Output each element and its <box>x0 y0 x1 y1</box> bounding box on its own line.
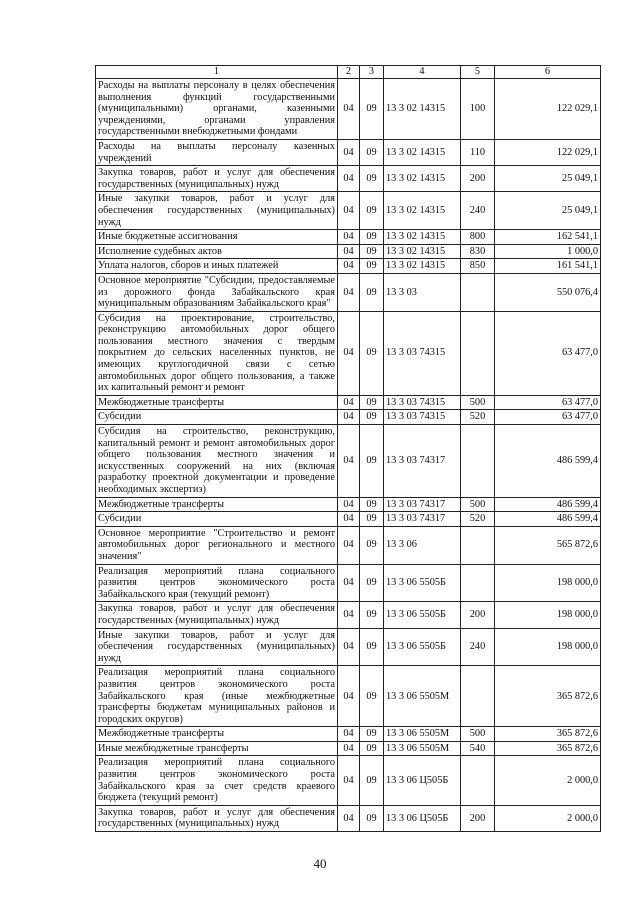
row-section: 04 <box>338 410 360 425</box>
header-col-2: 2 <box>338 66 360 79</box>
row-subsection: 09 <box>360 628 384 666</box>
row-expense-type: 520 <box>461 410 495 425</box>
row-section: 04 <box>338 628 360 666</box>
row-expense-type: 830 <box>461 244 495 259</box>
row-subsection: 09 <box>360 79 384 140</box>
table-row <box>96 166 601 192</box>
row-amount: 25 049,1 <box>495 192 601 230</box>
row-expense-type: 500 <box>461 395 495 410</box>
row-subsection: 09 <box>360 244 384 259</box>
row-target-code: 13 3 03 74315 <box>384 395 461 410</box>
budget-table <box>95 65 601 832</box>
row-expense-type <box>461 666 495 727</box>
row-section: 04 <box>338 192 360 230</box>
table-row <box>96 259 601 274</box>
table-row <box>96 526 601 564</box>
row-amount: 486 599,4 <box>495 425 601 498</box>
row-section: 04 <box>338 395 360 410</box>
table-row <box>96 244 601 259</box>
row-name: Реализация мероприятий плана социального развития центров экономического роста Забайкальского края (текущий ремонт) <box>96 564 338 602</box>
table-row <box>96 79 601 140</box>
row-target-code: 13 3 02 14315 <box>384 230 461 245</box>
row-name: Субсидии <box>96 512 338 527</box>
row-amount: 161 541,1 <box>495 259 601 274</box>
row-amount: 486 599,4 <box>495 512 601 527</box>
row-expense-type <box>461 526 495 564</box>
row-expense-type: 240 <box>461 628 495 666</box>
row-expense-type: 200 <box>461 166 495 192</box>
row-subsection: 09 <box>360 230 384 245</box>
row-amount: 162 541,1 <box>495 230 601 245</box>
table-row <box>96 410 601 425</box>
row-amount: 2 000,0 <box>495 756 601 805</box>
row-subsection: 09 <box>360 395 384 410</box>
row-name: Иные межбюджетные трансферты <box>96 741 338 756</box>
row-subsection: 09 <box>360 311 384 395</box>
page-number: 40 <box>313 856 327 871</box>
row-name: Закупка товаров, работ и услуг для обеспечения государственных (муниципальных) нужд <box>96 166 338 192</box>
table-row <box>96 602 601 628</box>
row-section: 04 <box>338 602 360 628</box>
table-row <box>96 564 601 602</box>
row-section: 04 <box>338 526 360 564</box>
row-expense-type: 850 <box>461 259 495 274</box>
row-subsection: 09 <box>360 192 384 230</box>
row-target-code: 13 3 06 5505М <box>384 741 461 756</box>
table-row <box>96 666 601 727</box>
row-subsection: 09 <box>360 497 384 512</box>
row-section: 04 <box>338 564 360 602</box>
row-name: Расходы на выплаты персоналу в целях обеспечения выполнения функций государственными (муниципальными) органами, казенными учреждениями, органами управления государственными внебюджетными фондами <box>96 79 338 140</box>
row-name: Иные бюджетные ассигнования <box>96 230 338 245</box>
table-row <box>96 192 601 230</box>
row-target-code: 13 3 02 14315 <box>384 244 461 259</box>
row-section: 04 <box>338 756 360 805</box>
row-expense-type: 100 <box>461 79 495 140</box>
row-name: Иные закупки товаров, работ и услуг для обеспечения государственных (муниципальных) нужд <box>96 192 338 230</box>
row-name: Расходы на выплаты персоналу казенных учреждений <box>96 139 338 165</box>
row-target-code: 13 3 06 <box>384 526 461 564</box>
row-amount: 1 000,0 <box>495 244 601 259</box>
row-section: 04 <box>338 259 360 274</box>
row-expense-type: 500 <box>461 727 495 742</box>
row-expense-type <box>461 564 495 602</box>
row-amount: 25 049,1 <box>495 166 601 192</box>
row-section: 04 <box>338 741 360 756</box>
row-name: Закупка товаров, работ и услуг для обеспечения государственных (муниципальных) нужд <box>96 602 338 628</box>
row-subsection: 09 <box>360 273 384 311</box>
row-expense-type: 500 <box>461 497 495 512</box>
row-amount: 63 477,0 <box>495 395 601 410</box>
row-amount: 198 000,0 <box>495 628 601 666</box>
table-row <box>96 628 601 666</box>
row-amount: 365 872,6 <box>495 741 601 756</box>
table-row <box>96 273 601 311</box>
row-target-code: 13 3 06 Ц505Б <box>384 805 461 831</box>
row-expense-type <box>461 273 495 311</box>
row-section: 04 <box>338 273 360 311</box>
row-expense-type <box>461 311 495 395</box>
row-amount: 2 000,0 <box>495 805 601 831</box>
row-expense-type: 800 <box>461 230 495 245</box>
row-expense-type: 540 <box>461 741 495 756</box>
row-expense-type <box>461 756 495 805</box>
row-section: 04 <box>338 244 360 259</box>
row-subsection: 09 <box>360 526 384 564</box>
row-subsection: 09 <box>360 666 384 727</box>
row-name: Межбюджетные трансферты <box>96 727 338 742</box>
row-name: Иные закупки товаров, работ и услуг для обеспечения государственных (муниципальных) нужд <box>96 628 338 666</box>
row-amount: 122 029,1 <box>495 79 601 140</box>
row-section: 04 <box>338 166 360 192</box>
row-section: 04 <box>338 727 360 742</box>
row-subsection: 09 <box>360 727 384 742</box>
row-amount: 365 872,6 <box>495 727 601 742</box>
table-row <box>96 395 601 410</box>
row-amount: 565 872,6 <box>495 526 601 564</box>
row-expense-type <box>461 425 495 498</box>
table-row <box>96 741 601 756</box>
row-section: 04 <box>338 666 360 727</box>
row-amount: 122 029,1 <box>495 139 601 165</box>
row-name: Субсидии <box>96 410 338 425</box>
row-target-code: 13 3 03 74317 <box>384 497 461 512</box>
row-target-code: 13 3 06 5505М <box>384 666 461 727</box>
row-section: 04 <box>338 311 360 395</box>
row-name: Основное мероприятие "Строительство и ремонт автомобильных дорог регионального и местного значения" <box>96 526 338 564</box>
row-subsection: 09 <box>360 564 384 602</box>
row-name: Субсидия на проектирование, строительство, реконструкцию автомобильных дорог общего пользования местного значения с твердым покрытием до сельских населенных пунктов, не имеющих круглогодичной связи с сетью автомобильных дорог общего пользования, а также их капитальный ремонт и ремонт <box>96 311 338 395</box>
row-subsection: 09 <box>360 410 384 425</box>
row-amount: 198 000,0 <box>495 602 601 628</box>
row-amount: 550 076,4 <box>495 273 601 311</box>
row-subsection: 09 <box>360 602 384 628</box>
row-subsection: 09 <box>360 512 384 527</box>
row-target-code: 13 3 03 74315 <box>384 311 461 395</box>
row-name: Исполнение судебных актов <box>96 244 338 259</box>
row-target-code: 13 3 03 <box>384 273 461 311</box>
header-col-3: 3 <box>360 66 384 79</box>
row-subsection: 09 <box>360 139 384 165</box>
row-subsection: 09 <box>360 805 384 831</box>
row-target-code: 13 3 06 5505Б <box>384 564 461 602</box>
row-subsection: 09 <box>360 741 384 756</box>
row-target-code: 13 3 06 Ц505Б <box>384 756 461 805</box>
table-row <box>96 311 601 395</box>
row-section: 04 <box>338 497 360 512</box>
table-row <box>96 727 601 742</box>
row-amount: 63 477,0 <box>495 311 601 395</box>
row-target-code: 13 3 02 14315 <box>384 79 461 140</box>
row-target-code: 13 3 02 14315 <box>384 139 461 165</box>
row-target-code: 13 3 06 5505Б <box>384 628 461 666</box>
row-name: Уплата налогов, сборов и иных платежей <box>96 259 338 274</box>
table-row <box>96 805 601 831</box>
row-section: 04 <box>338 425 360 498</box>
row-target-code: 13 3 06 5505Б <box>384 602 461 628</box>
row-target-code: 13 3 03 74317 <box>384 512 461 527</box>
row-target-code: 13 3 03 74317 <box>384 425 461 498</box>
row-name: Основное мероприятие "Субсидии, предоставляемые из дорожного фонда Забайкальского края муниципальным образованиям Забайкальского края" <box>96 273 338 311</box>
row-target-code: 13 3 06 5505М <box>384 727 461 742</box>
table-row <box>96 756 601 805</box>
row-subsection: 09 <box>360 756 384 805</box>
row-subsection: 09 <box>360 166 384 192</box>
row-expense-type: 110 <box>461 139 495 165</box>
row-name: Закупка товаров, работ и услуг для обеспечения государственных (муниципальных) нужд <box>96 805 338 831</box>
table-row <box>96 139 601 165</box>
row-expense-type: 520 <box>461 512 495 527</box>
row-expense-type: 240 <box>461 192 495 230</box>
row-expense-type: 200 <box>461 805 495 831</box>
table-row <box>96 497 601 512</box>
row-expense-type: 200 <box>461 602 495 628</box>
header-col-6: 6 <box>495 66 601 79</box>
row-amount: 486 599,4 <box>495 497 601 512</box>
row-target-code: 13 3 02 14315 <box>384 259 461 274</box>
header-col-4: 4 <box>384 66 461 79</box>
row-section: 04 <box>338 230 360 245</box>
row-name: Межбюджетные трансферты <box>96 497 338 512</box>
row-subsection: 09 <box>360 259 384 274</box>
table-row <box>96 230 601 245</box>
header-col-1: 1 <box>96 66 338 79</box>
row-section: 04 <box>338 805 360 831</box>
row-name: Реализация мероприятий плана социального развития центров экономического роста Забайкальского края за счет средств краевого бюджета (текущий ремонт) <box>96 756 338 805</box>
table-row <box>96 425 601 498</box>
row-target-code: 13 3 03 74315 <box>384 410 461 425</box>
row-amount: 365 872,6 <box>495 666 601 727</box>
row-amount: 198 000,0 <box>495 564 601 602</box>
row-target-code: 13 3 02 14315 <box>384 192 461 230</box>
table-row <box>96 512 601 527</box>
table-header-row <box>96 66 601 79</box>
row-subsection: 09 <box>360 425 384 498</box>
row-section: 04 <box>338 512 360 527</box>
row-section: 04 <box>338 139 360 165</box>
header-col-5: 5 <box>461 66 495 79</box>
row-name: Межбюджетные трансферты <box>96 395 338 410</box>
row-section: 04 <box>338 79 360 140</box>
row-name: Реализация мероприятий плана социального развития центров экономического роста Забайкальского края (иные межбюджетные трансферты бюджетам муниципальных районов и городских округов) <box>96 666 338 727</box>
row-name: Субсидия на строительство, реконструкцию, капитальный ремонт и ремонт автомобильных дорог общего пользования местного значения и искусственных сооружений на них (включая разработку проектной документации и проведение необходимых экспертиз) <box>96 425 338 498</box>
row-amount: 63 477,0 <box>495 410 601 425</box>
row-target-code: 13 3 02 14315 <box>384 166 461 192</box>
